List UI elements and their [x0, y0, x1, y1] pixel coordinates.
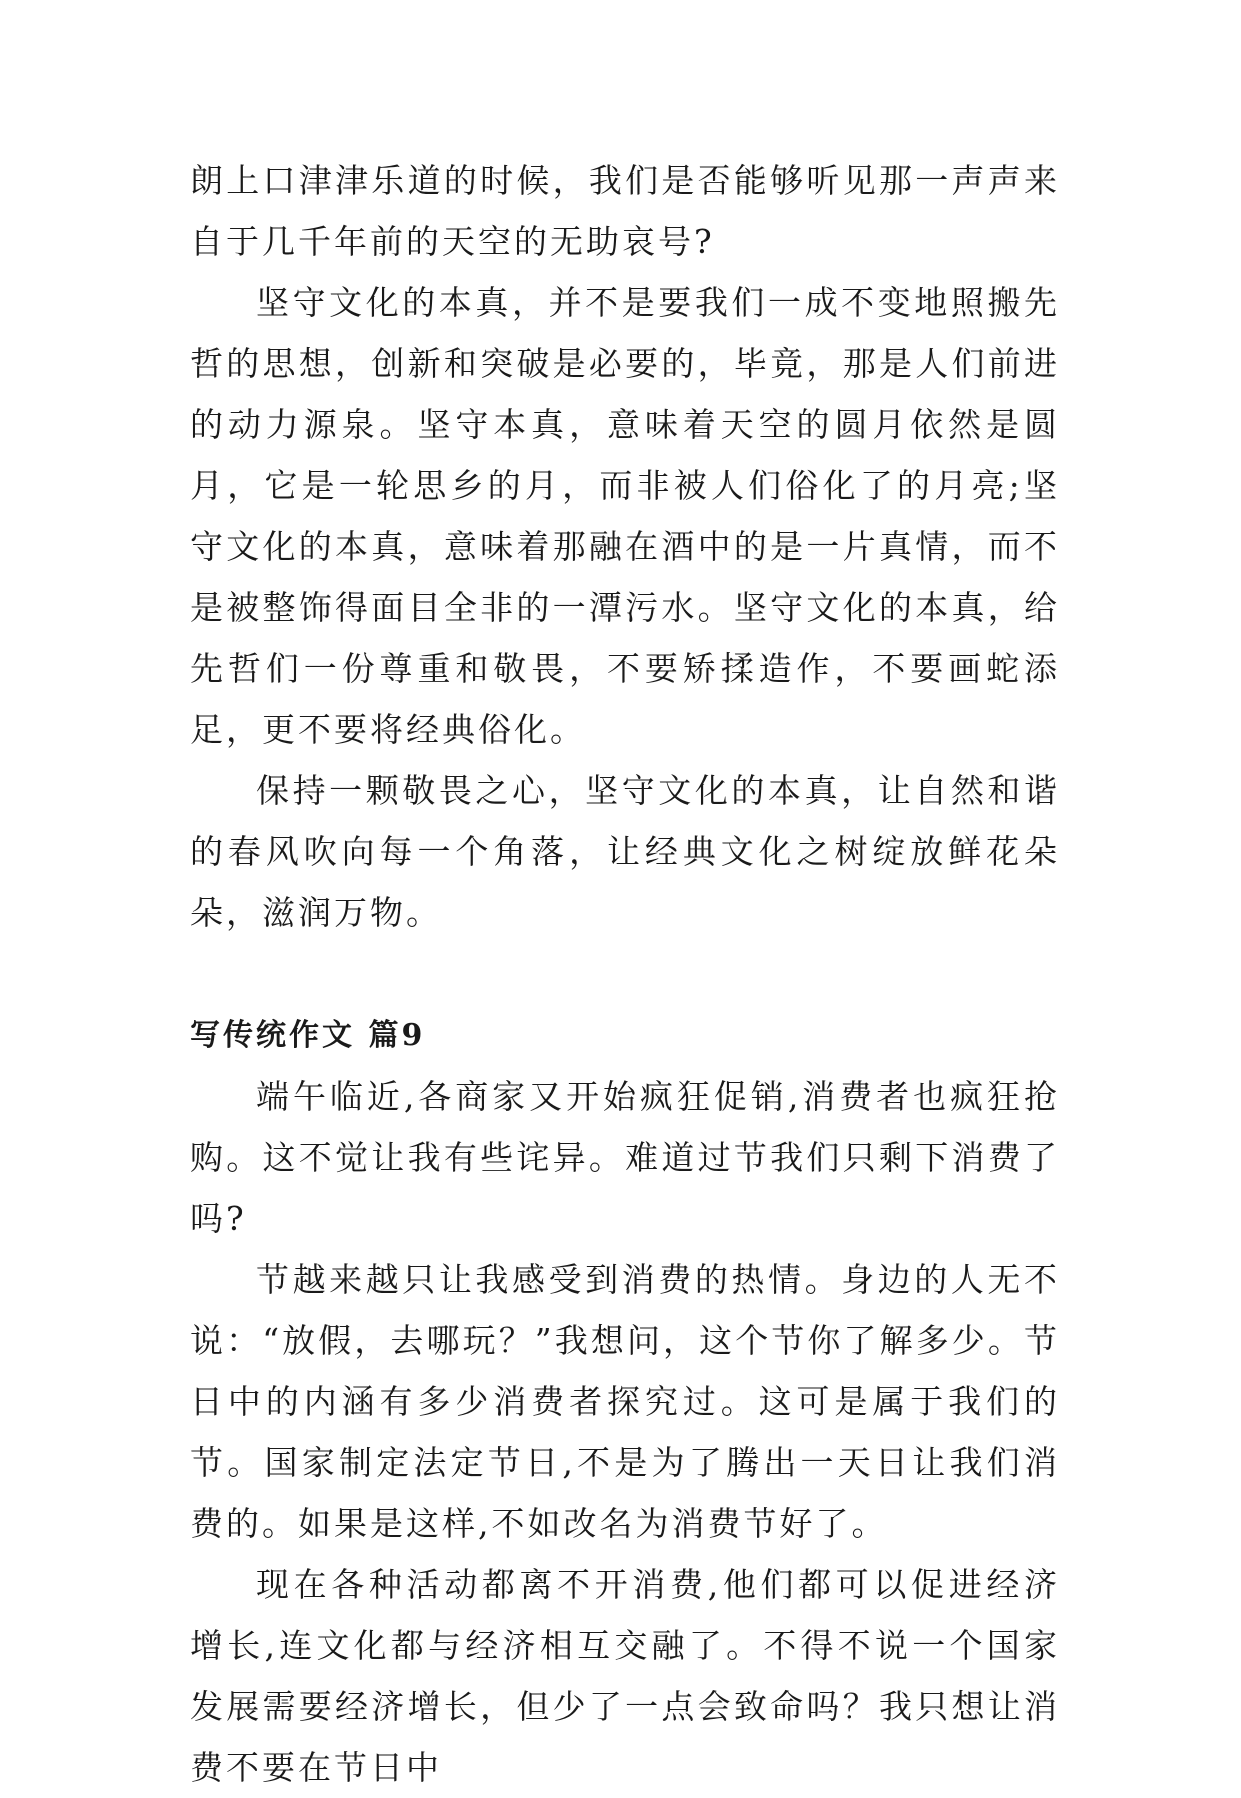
- paragraph: 端午临近,各商家又开始疯狂促销,消费者也疯狂抢购。这不觉让我有些诧异。难道过节我们只剩下消费了吗?: [190, 1077, 1060, 1238]
- section-title: 写传统作文 篇9: [190, 1018, 426, 1053]
- paragraph: 坚守文化的本真，并不是要我们一成不变地照搬先哲的思想，创新和突破是必要的，毕竟，那是人们前进的动力源泉。坚守本真，意味着天空的圆月依然是圆月，它是一轮思乡的月，而非被人们俗化了的月亮;坚守文化的本真，意味着那融在酒中的是一片真情，而不是被整饰得面目全非的一潭污水。坚守文化的本真，给先哲们一份尊重和敬畏，不要矫揉造作，不要画蛇添足，更不要将经典俗化。: [190, 283, 1060, 749]
- paragraph: 节越来越只让我感受到消费的热情。身边的人无不说：“放假，去哪玩？”我想问，这个节你了解多少。节日中的内涵有多少消费者探究过。这可是属于我们的节。国家制定法定节日,不是为了腾出一天日让我们消费的。如果是这样,不如改名为消费节好了。: [190, 1260, 1060, 1543]
- paragraph: 保持一颗敬畏之心，坚守文化的本真，让自然和谐的春风吹向每一个角落，让经典文化之树绽放鲜花朵朵，滋润万物。: [190, 771, 1060, 932]
- document-body: [190, 150, 1060, 1798]
- paragraph: 现在各种活动都离不开消费,他们都可以促进经济增长,连文化都与经济相互交融了。不得不说一个国家发展需要经济增长，但少了一点会致命吗？我只想让消费不要在节日中: [190, 1565, 1060, 1787]
- paragraph-continued: 朗上口津津乐道的时候，我们是否能够听见那一声声来自于几千年前的天空的无助哀号?: [190, 161, 1060, 261]
